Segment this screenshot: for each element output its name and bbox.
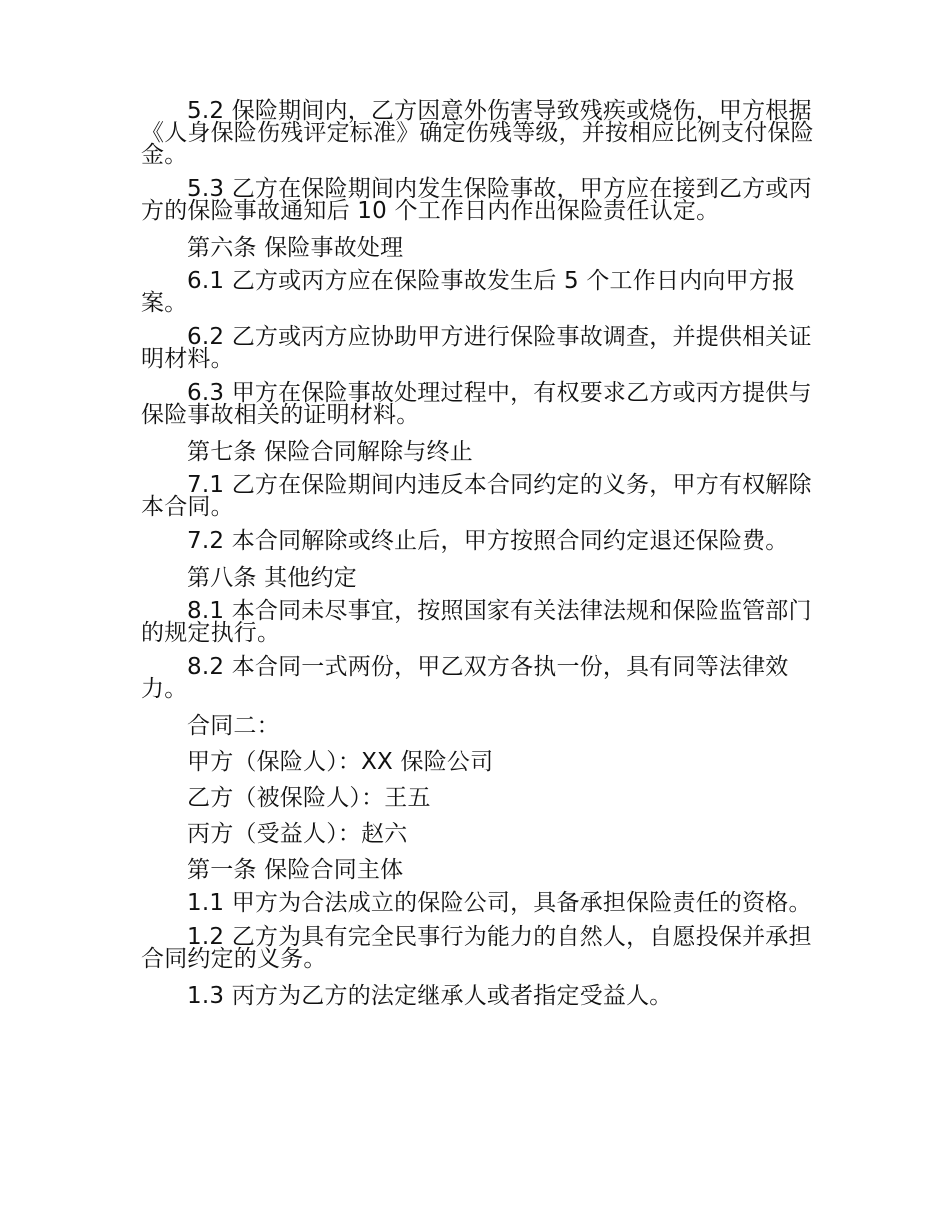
clause-1-3: 1.3 丙方为乙方的法定继承人或者指定受益人。: [187, 983, 673, 1009]
clause-7-2: 7.2 本合同解除或终止后，甲方按照合同约定退还保险费。: [187, 528, 789, 554]
party-a: 甲方（保险人）：XX 保险公司: [187, 749, 494, 775]
article-6-heading: 第六条 保险事故处理: [187, 235, 404, 261]
article-8-heading: 第八条 其他约定: [187, 565, 357, 591]
clause-6-3: 6.3 甲方在保险事故处理过程中，有权要求乙方或丙方提供与保险事故相关的证明材料。: [141, 380, 812, 428]
clause-5-3: 5.3 乙方在保险期间内发生保险事故，甲方应在接到乙方或丙方的保险事故通知后 10 个工作日内作出保险责任认定。: [141, 176, 812, 224]
clause-1-1: 1.1 甲方为合法成立的保险公司，具备承担保险责任的资格。: [187, 890, 812, 916]
clause-6-1: 6.1 乙方或丙方应在保险事故发生后 5 个工作日内向甲方报案。: [141, 268, 796, 316]
document-body: [141, 100, 821, 1018]
party-c: 丙方（受益人）：赵六: [187, 821, 408, 847]
article-7-heading: 第七条 保险合同解除与终止: [187, 439, 473, 465]
contract-2-title: 合同二：: [187, 713, 280, 739]
clause-5-2: 5.2 保险期间内，乙方因意外伤害导致残疾或烧伤，甲方根据《人身保险伤残评定标准》确定伤残等级，并按相应比例支付保险金。: [141, 98, 814, 168]
clause-6-2: 6.2 乙方或丙方应协助甲方进行保险事故调查，并提供相关证明材料。: [141, 324, 812, 372]
clause-7-1: 7.1 乙方在保险期间内违反本合同约定的义务，甲方有权解除本合同。: [141, 472, 812, 520]
clause-8-2: 8.2 本合同一式两份，甲乙双方各执一份，具有同等法律效力。: [141, 654, 789, 702]
party-b: 乙方（被保险人）：王五: [187, 785, 431, 811]
clause-1-2: 1.2 乙方为具有完全民事行为能力的自然人，自愿投保并承担合同约定的义务。: [141, 924, 812, 972]
article-1-heading: 第一条 保险合同主体: [187, 857, 404, 883]
clause-8-1: 8.1 本合同未尽事宜，按照国家有关法律法规和保险监管部门的规定执行。: [141, 598, 812, 646]
